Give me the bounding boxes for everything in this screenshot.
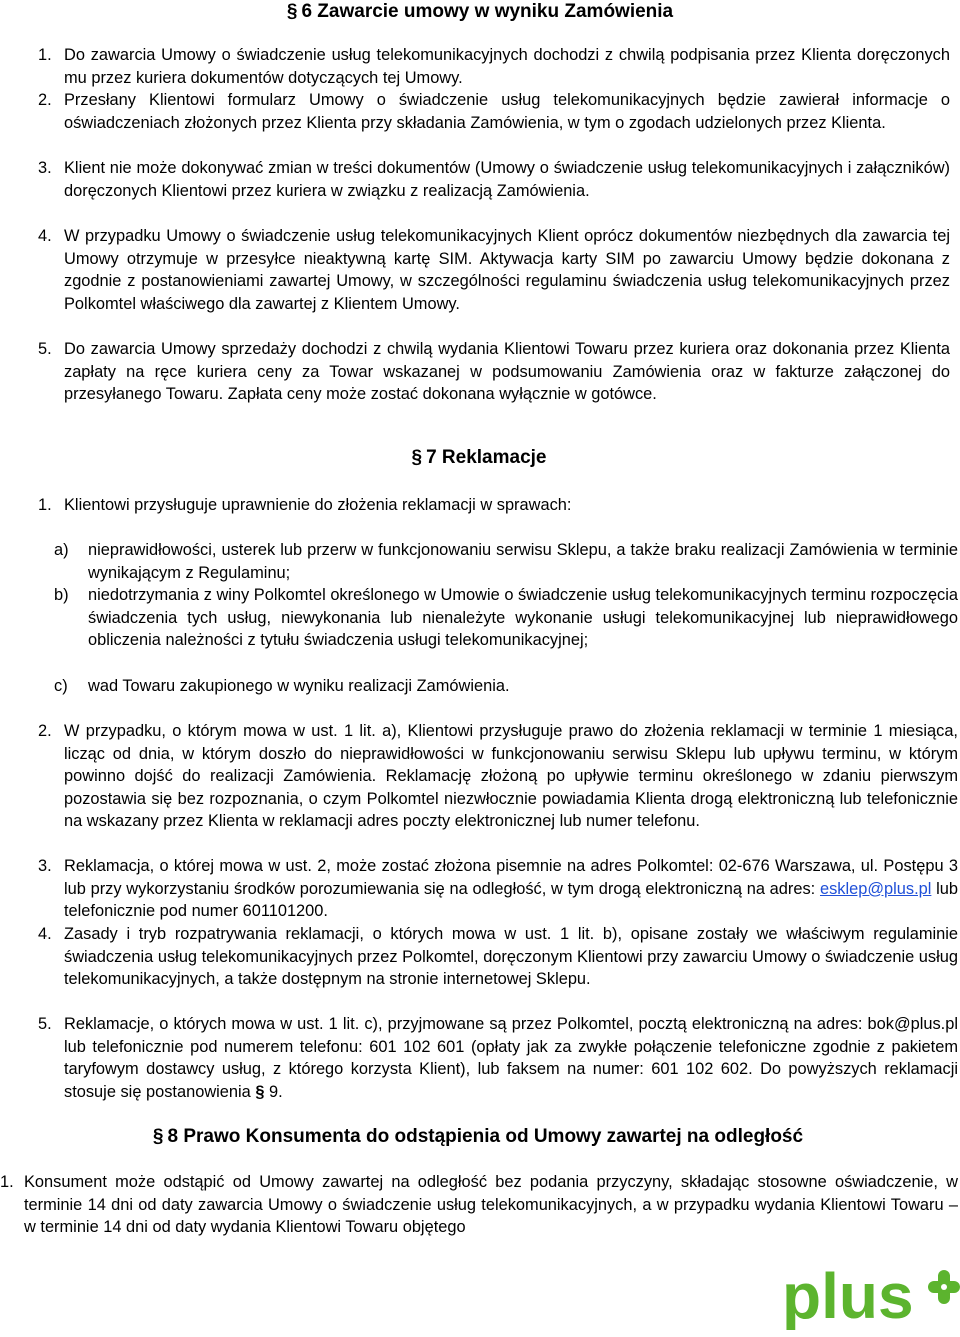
- item-number: 4.: [38, 227, 52, 245]
- section-7-title: 7 Reklamacje: [426, 447, 547, 468]
- list-item: [38, 225, 950, 339]
- item-number: 1.: [38, 46, 52, 64]
- item-text: Konsument może odstąpić od Umowy zawartej na odległość bez podania przyczyny, składając stosowne oświadczenie, w terminie 14 dni od daty zawarcia Umowy o świadczenie usług telekomunikacyjnych, a w przypadku wydania Klientowi Towaru – w terminie 14 dni od daty wydania Klientowi Towaru objętego: [24, 1173, 958, 1237]
- item-number: 2.: [38, 722, 52, 740]
- item-text: Zasady i tryb rozpatrywania reklamacji, o których mowa w ust. 1 lit. b), opisane zostały we właściwym regulaminie świadczenia usług telekomunikacyjnych przez Polkomtel, doręczonym Klientowi przy zawarciu Umowy o świadczenie usług telekomunikacyjnych, a także dostępnym na stronie internetowej Sklepu.: [64, 925, 958, 989]
- item-letter: a): [54, 541, 69, 559]
- item-text-part: Reklamacja, o której mowa w ust. 2, może zostać złożona pisemnie na adres Polkomtel: 02-676 Warszawa, ul. Postępu 3 lub przy wykorzystaniu środków porozumiewania się na odległość, w tym drogą elektroniczną na adres:: [64, 857, 958, 898]
- item-text: W przypadku, o którym mowa w ust. 1 lit. a), Klientowi przysługuje prawo do złożenia reklamacji w terminie 1 miesiąca, licząc od dnia, w którym doszło do nieprawidłowości w funkcjonowaniu serwisu Sklepu lub upływu terminu, w którym powinno dojść do realizacji Zamówienia. Reklamację złożoną po upływie terminu określonego w zdaniu pierwszym pozostawia się bez rozpoznania, o czym Polkomtel niezwłocznie powiadamia Klienta drogą elektroniczną lub telefonicznie na wskazany przez Klienta w reklamacji adres poczty elektronicznej lub numer telefonu.: [64, 722, 958, 831]
- sub-list-item: [54, 539, 958, 585]
- item-text-part: Reklamacje, o których mowa w ust. 1 lit. c), przyjmowane są przez Polkomtel, pocztą elektroniczną na adres: bok@plus.pl lub telefonicznie pod numerem telefonu: 601 102 601 (opłaty jak za zwykłe połączenie telefoniczne zgodnie z pakietem taryfowym dostawcy usług, z którego korzysta Klient), lub faksem na numer: 601 102 602. Do powyższych reklamacji stosuje się postanowienia: [64, 1015, 958, 1101]
- list-item: [38, 157, 950, 225]
- section-6-heading: [0, 0, 960, 24]
- item-text: niedotrzymania z winy Polkomtel określonego w Umowie o świadczenie usług telekomunikacyjnych terminu rozpoczęcia świadczenia tych usług, niewykonania lub nienależyte wykonanie usługi telekomunikacyjnej lub nieprawidłowego obliczenia należności z tytułu świadczenia usługi telekomunikacyjnej;: [88, 586, 959, 650]
- list-item: [38, 720, 958, 856]
- item-text: Przesłany Klientowi formularz Umowy o świadczenie usług telekomunikacyjnych będzie zawierał informacje o oświadczeniach złożonych przez Klienta przy składania Zamówienia, w tym o zgodach udzielonych przez Klienta.: [64, 91, 950, 132]
- item-text: Do zawarcia Umowy o świadczenie usług telekomunikacyjnych dochodzi z chwilą podpisania przez Klienta doręczonych mu przez kuriera dokumentów dotyczących tej Umowy.: [64, 46, 950, 87]
- section-symbol: §: [152, 1126, 164, 1147]
- item-text: wad Towaru zakupionego w wyniku realizacji Zamówienia.: [88, 677, 510, 695]
- item-number: 1.: [38, 496, 52, 514]
- list-item: [38, 89, 950, 157]
- item-text-part: 9.: [264, 1082, 283, 1101]
- list-item: [38, 1013, 958, 1105]
- plus-logo-graphic: [782, 1262, 960, 1330]
- item-number: 5.: [38, 1015, 52, 1033]
- list-item: [38, 494, 950, 518]
- logo-wordmark: plus: [782, 1262, 914, 1330]
- section-7-heading: [0, 446, 960, 470]
- list-item: [38, 338, 950, 430]
- item-text: [64, 855, 958, 923]
- list-item: [38, 44, 950, 90]
- item-number: 5.: [38, 340, 52, 358]
- plus-logo: [782, 1262, 960, 1330]
- item-text: nieprawidłowości, usterek lub przerw w funkcjonowaniu serwisu Sklepu, a także braku realizacji Zamówienia w terminie wynikającym z Regulaminu;: [88, 541, 958, 582]
- item-text-part: lub telefonicznie pod numer 601101200.: [64, 879, 958, 921]
- section-8-heading: [0, 1125, 960, 1149]
- section-8-title: 8 Prawo Konsumenta do odstąpienia od Umowy zawartej na odległość: [167, 1126, 804, 1147]
- section-symbol: §: [286, 1, 298, 22]
- list-item: [0, 1171, 958, 1239]
- plus-sign-icon: [928, 1268, 960, 1305]
- item-number: 1.: [0, 1173, 14, 1191]
- item-number: 4.: [38, 925, 52, 943]
- item-number: 3.: [38, 857, 52, 875]
- item-text: [64, 1013, 958, 1103]
- item-text: Klient nie może dokonywać zmian w treści dokumentów (Umowy o świadczenie usług telekomunikacyjnych i załączników) doręczonych Klientowi przez kuriera w związku z realizacją Zamówienia.: [64, 159, 950, 200]
- item-text: Do zawarcia Umowy sprzedaży dochodzi z chwilą wydania Klientowi Towaru przez kuriera oraz dokonania przez Klienta zapłaty na ręce kuriera ceny za Towar wskazanej w podsumowaniu Zamówienia oraz w fakturze załączonej do przesyłanego Towaru. Zapłata ceny może zostać dokonana wyłącznie w gotówce.: [64, 340, 950, 404]
- email-link[interactable]: esklep@plus.pl: [819, 879, 932, 898]
- section-6-title: 6 Zawarcie umowy w wyniku Zamówienia: [301, 1, 674, 22]
- sub-list-item: [54, 675, 958, 699]
- sub-list-item: [54, 584, 958, 676]
- item-letter: b): [54, 586, 69, 604]
- item-number: 3.: [38, 159, 52, 177]
- item-number: 2.: [38, 91, 52, 109]
- section-symbol: §: [411, 447, 423, 468]
- list-item: [38, 923, 958, 1013]
- item-letter: c): [54, 677, 68, 695]
- item-text: W przypadku Umowy o świadczenie usług telekomunikacyjnych Klient oprócz dokumentów niezbędnych dla zawarcia tej Umowy otrzymuje w przesyłce nieaktywną kartę SIM. Aktywacja karty SIM po zawarciu Umowy będzie dokonana z zgodnie z postanowieniami zawartej Umowy, w szczególności regulaminu świadczenia usług telekomunikacyjnych przez Polkomtel właściwego dla zawartej z Klientem Umowy.: [64, 227, 950, 313]
- list-item: [38, 855, 958, 923]
- section-symbol: §: [255, 1082, 265, 1101]
- item-text: Klientowi przysługuje uprawnienie do złożenia reklamacji w sprawach:: [64, 496, 572, 514]
